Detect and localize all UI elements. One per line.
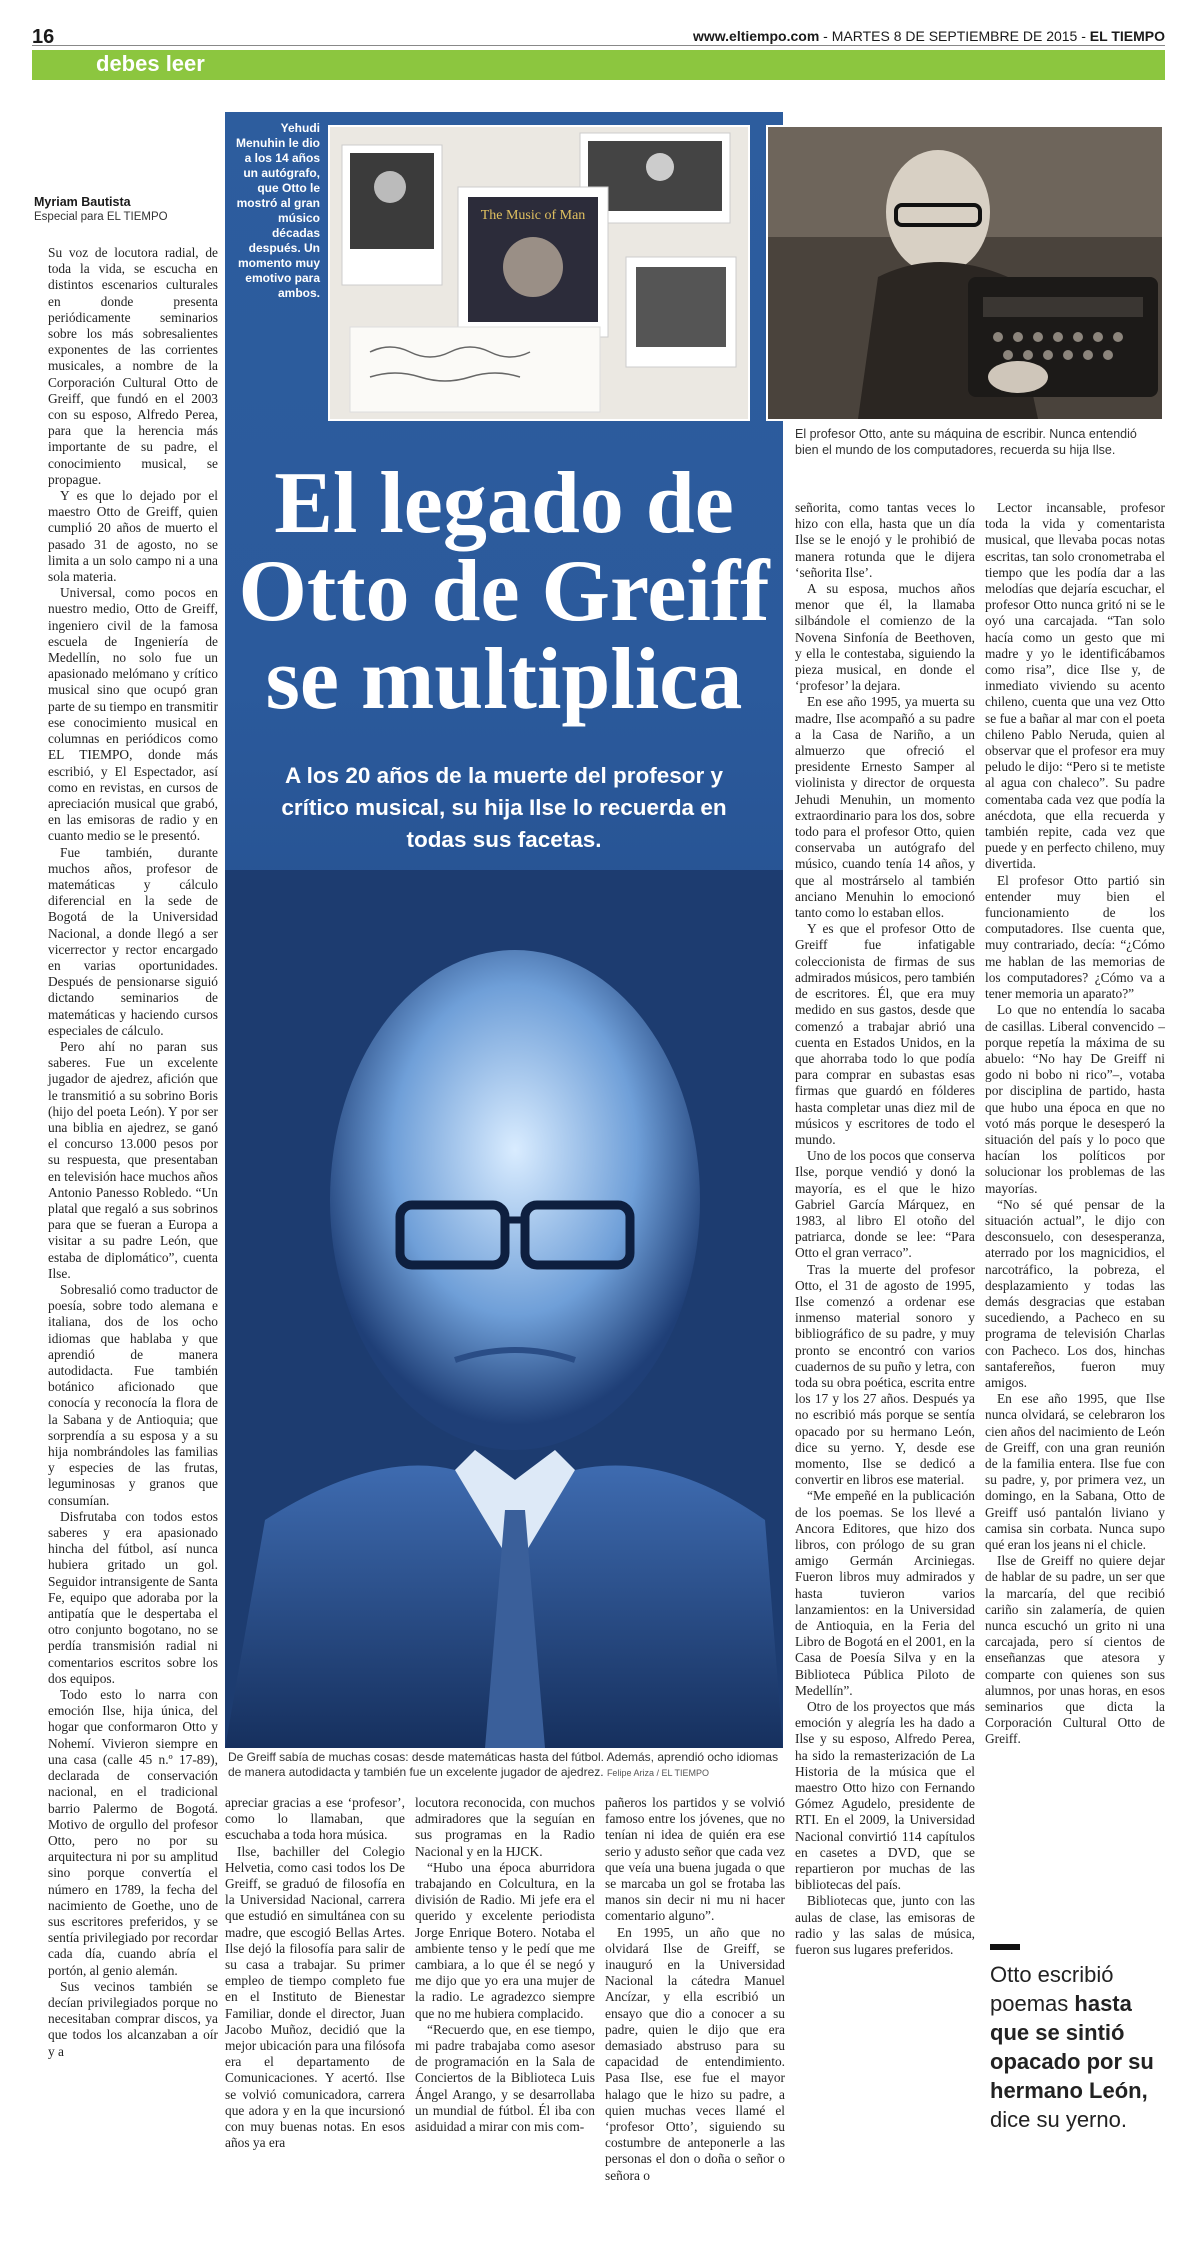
portrait-photo [225,870,783,1748]
paragraph: Disfrutaba con todos estos saberes y era apasionado hincha del fútbol, así nunca hubiera gritado un gol. Seguidor intransigente de Santa Fe, equipo que adoraba por la antipatía que le despertaba el otro conjunto bogotano, no se perdía transmisión radial ni comentarios escritos sobre los dos equipos. [48,1508,218,1686]
paragraph: El profesor Otto partió sin entender muy bien el funcionamiento de los computadores. Ilse cuenta que, muy contrariado, decía: “¿Cómo me hablan de las memorias de los computadores? ¿Cómo va a tener memoria un aparato?” [985,872,1165,1002]
subheadline: A los 20 años de la muerte del profesor y crítico musical, su hija Ilse lo recuerda en todas sus facetas. [281,763,727,852]
website[interactable]: www.eltiempo.com [693,28,820,44]
paragraph: Universal, como pocos en nuestro medio, Otto de Greiff, ingeniero civil de la famosa escuela de Ingeniería de Medellín, no solo fue un apasionado melómano y crítico musical sino que ocupó gran parte de su tiempo en transmitir ese conocimiento musical en columnas en periódicos como EL TIEMPO, donde más escribió, y El Espectador, así como en revistas, en cursos de apreciación musical que grabó, en las emisoras de radio y en cuanto medio se le presentó. [48,585,218,844]
album-title: The Music of Man [480,208,586,223]
article-column-6 [985,500,1165,1748]
paragraph: A su esposa, muchos años menor que él, la llamaba silbándole el comienzo de la Novena Sinfonía de Beethoven, y ella le contestaba, siguiendo la pieza musical, en donde el ‘profesor’ la dejara. [795,581,975,694]
section-label: debes leer [80,51,221,79]
paragraph: Todo esto lo narra con emoción Ilse, hija única, del hogar que conformaron Otto y Nohemí. Vivieron siempre en una casa (calle 45 n.º 17-89), declarada de conservación nacional, en el tradicional barrio Palermo de Bogotá. Motivo de orgullo del profesor Otto, pero no por su arquitectura ni por su amplitud sino porque convertía el número en 1789, la fecha del nacimiento de Goethe, uno de sus escritores preferidos, y se sentía privilegiado por recordar cada día, cuando abría el portón, al genio alemán. [48,1687,218,1978]
paragraph: Pero ahí no paran sus saberes. Fue un excelente jugador de ajedrez, afición que le transmitió a su sobrino Boris (hijo del poeta León). Y por ser una biblia en ajedrez, se ganó el concurso 13.000 pesos por su respuesta, que presentaban en televisión hace muchos años Antonio Panesso Robledo. “Un platal que regaló a sus sobrinos para que se fueran a Europa a visitar a su padre León, que estaba de diplomático”, cuenta Ilse. [48,1038,218,1281]
paragraph: Uno de los pocos que conserva Ilse, porque vendió y donó la mayoría, es el que le hizo Gabriel García Márquez, en 1983, al libro El otoño del patriarca, donde se lee: “Para Otto el gran verraco”. [795,1148,975,1261]
newspaper-name: EL TIEMPO [1089,28,1165,44]
paragraph: Y es que el profesor Otto de Greiff fue infatigable coleccionista de firmas de sus admirados músicos, pero también de escritores. Él, que era muy medido en sus gastos, desde que comenzó a trabajar abrió una cuenta en Estados Unidos, en la que ahorraba todo lo que podía para comprar en subastas esas firmas que guardó en fólderes hasta completar unas diez mil de músicos y escritores de todo el mundo. [795,921,975,1147]
photo-credit: Felipe Ariza / EL TIEMPO [606,1768,709,1778]
photo-caption-portrait [228,1750,784,1781]
paragraph: En ese año 1995, ya muerta su madre, Ilse acompañó a su padre a la Casa de Nariño, a un almuerzo que ofreció el presidente Ernesto Samper al violinista y director de orquesta Jehudi Menuhin, un momento extraordinario para los dos, sobre todo para el profesor Otto, quien conservaba un autógrafo del músico, cuando tenía 14 años, y que al mostrárselo al también anciano Menuhin lo emocionó tanto como lo estaban ellos. [795,694,975,921]
pullquote-rule [990,1944,1020,1950]
pullquote [990,1960,1165,2134]
article-column-1 [48,245,218,2060]
autographs-image [330,127,748,419]
pullquote-emphasis: hasta que se sintió opacado por su hermano León, [990,1991,1154,2103]
issue-date: MARTES 8 DE SEPTIEMBRE DE 2015 [831,28,1078,44]
header-rule [32,45,1165,46]
headline: El legado de Otto de Greiff se multiplica [238,455,770,728]
paragraph: apreciar gracias a ese ‘profesor’, como lo llamaban, que escuchaba a toda hora música. [225,1795,405,1843]
paragraph: pañeros los partidos y se volvió famoso entre los jóvenes, que no tenían ni idea de quién era ese serio y adusto señor que cada vez que veía una buena jugada o que se marcaba un gol se frotaba las manos sin decir ni mu ni hacer comentario alguno”. [605,1795,785,1924]
article-column-3 [415,1795,595,2135]
photo-autographs [328,125,750,421]
paragraph: Otro de los proyectos que más emoción y alegría les ha dado a Ilse y su esposo, Alfredo Perea, ha sido la remasterización de La Historia de la música que el maestro Otto hizo con Fernando Gómez Agudelo, presidente de RTI. En el 2009, la Universidad Nacional convirtió 114 capítulos en casetes a DVD, que se repartieron por muchas de las bibliotecas del país. [795,1699,975,1893]
portrait-image [225,870,783,1748]
paragraph: Tras la muerte del profesor Otto, el 31 de agosto de 1995, Ilse comenzó a ordenar ese inmenso material sonoro y bibliográfico de su padre, y muy pronto se encontró con varios cuadernos de su puño y letra, con toda su obra poética, escrita entre los 17 y los 27 años. Después ya no escribió más porque se sentía opacado por su hermano León, dice su yerno. Y, desde ese momento, Ilse se dedicó a convertir en libros ese material. [795,1261,975,1488]
paragraph: “Me empeñé en la publicación de los poemas. Se los llevé a Ancora Editores, que hizo dos libros, con prólogo de su gran amigo Germán Arciniegas. Fueron libros muy admirados y hasta tuvieron varios lanzamientos: en la Universidad de Antioquia, en la Feria del Libro de Bogotá en el 2001, en la Casa de Poesía Silva y en la Biblioteca Pública Piloto de Medellín”. [795,1488,975,1698]
paragraph: Fue también, durante muchos años, profesor de matemáticas y cálculo diferencial en la sede de Bogotá de la Universidad Nacional, a donde llegó a ser vicerrector y rector encargado en varias oportunidades. Después de pensionarse siguió dictando seminarios de matemáticas y haciendo cursos especiales de cálculo. [48,844,218,1038]
paragraph: Ilse, bachiller del Colegio Helvetia, como casi todos los De Greiff, se graduó de filosofía en la Universidad Nacional, carrera que estudió en simultánea con su madre, que escogió Bellas Artes. Ilse dejó la filosofía para salir de su casa a trabajar. Su primer empleo de tiempo completo fue en el Instituto de Bienestar Familiar, donde el director, Juan Jacobo Muñoz, decidió que la mejor ubicación para una filósofa era el departamento de Comunicaciones. Y acertó. Ilse se volvió comunicadora, carrera que adora y en la que incursionó con muy buenas notas. En esos años ya era [225,1843,405,2151]
article-column-2 [225,1795,405,2151]
paragraph: En ese año 1995, que Ilse nunca olvidará, se celebraron los cien años del nacimiento de León de Greiff, con una gran reunión de la familia entera. Ilse fue con su padre, y, por primera vez, un domingo, en la Sabana, Otto de Greiff usó pantalón liviano y camisa sin corbata. Nunca supo qué eran los jeans ni el chicle. [985,1391,1165,1552]
paragraph: “No sé qué pensar de la situación actual”, le dijo con desconsuelo, con desesperanza, aterrado por los magnicidios, el narcotráfico, la pobreza, el desplazamiento y todas las demás desgracias que estaban sucediendo, a Pacheco en su programa de televisión Charlas con Pacheco. Los dos, hinchas santafereños, fueron muy amigos. [985,1196,1165,1390]
article-column-4 [605,1795,785,2184]
paragraph: Lo que no entendía lo sacaba de casillas. Liberal convencido –porque repetía la máxima de su abuelo: “No hay De Greiff ni godo ni bobo ni rico”–, votaba por disciplina de partido, hasta que hubo una época en que no votó más porque le desesperó la situación del país y lo poco que hacían los políticos por solucionar los problemas de las mayorías. [985,1002,1165,1196]
paragraph: En 1995, un año que no olvidará Ilse de Greiff, se inauguró en la Universidad Nacional la cátedra Manuel Ancízar, y ella escribió un ensayo que dio a conocer a su padre, quien le dijo que era demasiado abstruso para su capacidad de entendimiento. Pasa Ilse, ese fue el mayor halago que le hizo su padre, a quien muchas veces llamé el ‘profesor Otto’, siguiendo su costumbre de anteponerle a las personas el don o doña o señor o señora o [605,1924,785,2183]
paragraph: señorita, como tantas veces lo hizo con ella, hasta que un día Ilse se le enojó y le prohibió de manera rotunda que le dijera ‘señorita Ilse’. [795,500,975,580]
author-role: Especial para EL TIEMPO [34,211,168,223]
paragraph: Y es que lo dejado por el maestro Otto de Greiff, quien cumplió 20 años de muerto el pasado 31 de agosto, no se limita a un solo campo ni a una sola materia. [48,488,218,585]
paragraph: Sus vecinos también se decían privilegiados porque no necesitaban comprar discos, ya que todos los alcanzaban a oír y a [48,1978,218,2059]
paragraph: “Recuerdo que, en ese tiempo, mi padre trabajaba como asesor de programación en la Sala de Conciertos de la Biblioteca Luis Ángel Arango, y se desarrollaba un mundial de fútbol. Él iba con asiduidad a mirar con mis com- [415,2021,595,2135]
masthead-info: www.eltiempo.com - MARTES 8 DE SEPTIEMBRE DE 2015 - EL TIEMPO [693,28,1165,44]
typewriter-image [768,127,1162,419]
paragraph: Sobresalió como traductor de poesía, sobre todo alemana e italiana, dos de los ocho idiomas que hablaba y que aprendió de manera autodidacta. Fue también botánico aficionado que conocía y reconocía la flora de la Sabana y de Antioquia; que sorprendía a su esposa y a su hija nombrándoles las familias y especies de las frutas, leguminosas y granos que consumían. [48,1282,218,1508]
paragraph: “Hubo una época aburridora trabajando en Colcultura, en la división de Radio. Mi jefe era el querido y excelente periodista Jorge Enrique Botero. Notaba el ambiente tenso y le pedí que me cambiara, a lo que él se negó y me dijo que yo era una mujer de la radio. Le agradezco siempre que no me hubiera complacido. [415,1859,595,2021]
paragraph: Su voz de locutora radial, de toda la vida, se escucha en distintos escenarios culturales en donde presenta periódicamente seminarios sobre los más sobresalientes exponentes de las corrientes musicales, a nombre de la Corporación Cultural Otto de Greiff, que fundó en el 2003 con su esposo, Alfredo Perea, para que la herencia más importante de su padre, el conocimiento musical, se propague. [48,245,218,487]
author-name: Myriam Bautista [34,195,131,209]
photo-typewriter [766,125,1164,421]
page-number: 16 [32,26,55,48]
paragraph: Bibliotecas que, junto con las aulas de clase, las emisoras de radio y las salas de música, fueron sus lugares preferidos. [795,1893,975,1958]
pullquote-part-1: Otto escribió poemas [990,1962,1114,2016]
paragraph: locutora reconocida, con muchos admiradores que la seguían en sus programas en la Radio Nacional y en la HJCK. [415,1795,595,1859]
caption-text: De Greiff sabía de muchas cosas: desde matemáticas hasta del fútbol. Además, aprendió ocho idiomas de manera autodidacta y también fue un excelente jugador de ajedrez. [228,1750,779,1779]
photo-caption-typewriter: El profesor Otto, ante su máquina de escribir. Nunca entendió bien el mundo de los computadores, recuerda su hija Ilse. [795,427,1137,457]
paragraph: Ilse de Greiff no quiere dejar de hablar de su padre, un ser que la marcaría, del que recibió cariño sin zalamería, de quien nunca escuchó un grito ni una carcajada, pero sí cientos de enseñanzas que atesora y comparte con quienes son sus alumnos, por unas horas, en esos seminarios que dicta la Corporación Cultural Otto de Greiff. [985,1553,1165,1747]
pullquote-part-3: dice su yerno. [990,2107,1127,2132]
paragraph: Lector incansable, profesor toda la vida y comentarista musical, que llevaba pocas notas escritas, tan solo cronometraba el tiempo que les podía dar a las melodías que dejaría escuchar, el profesor Otto nunca gritó ni se le oyó una carcajada. “Tan solo hacía como un gesto que mi madre y yo le identificábamos como risa”, dice Ilse y, de inmediato viviendo su acento chileno, cuenta que una vez Otto se fue a bañar al mar con el poeta chileno Pablo Neruda, quien al observar que el profesor era muy peludo le dijo: “Pero si te metiste al agua con chaleco”. Su padre comentaba cada vez que podía la anécdota, que ella recuerda y también repite, cada vez que puede y en perfecto chileno, muy divertida. [985,500,1165,872]
article-column-5 [795,500,975,1958]
photo-caption-menuhin: Yehudi Menuhin le dio a los 14 años un autógrafo, que Otto le mostró al gran músico décadas después. Un momento muy emotivo para ambos. [236,121,320,300]
